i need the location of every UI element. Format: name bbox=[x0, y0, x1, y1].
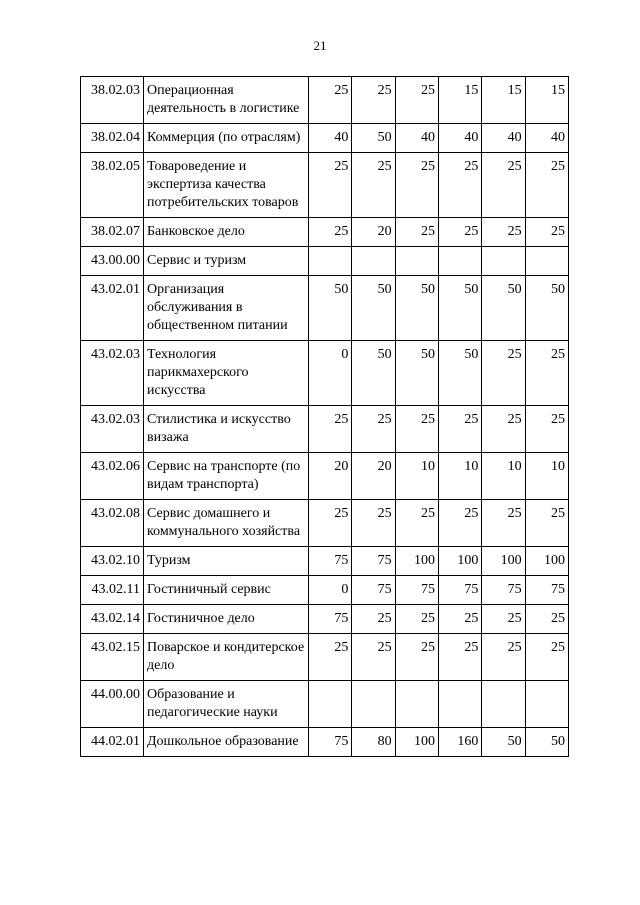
value-cell: 50 bbox=[352, 341, 395, 406]
specialty-name-cell: Образование и педагогические науки bbox=[144, 681, 309, 728]
value-cell: 50 bbox=[352, 124, 395, 153]
value-cell: 25 bbox=[482, 218, 525, 247]
value-cell: 20 bbox=[352, 453, 395, 500]
value-cell: 10 bbox=[525, 453, 568, 500]
specialty-code-cell: 43.02.14 bbox=[81, 605, 144, 634]
value-cell: 40 bbox=[438, 124, 481, 153]
value-cell bbox=[395, 681, 438, 728]
value-cell: 75 bbox=[438, 576, 481, 605]
value-cell: 15 bbox=[482, 77, 525, 124]
value-cell: 0 bbox=[309, 576, 352, 605]
specialty-code-cell: 43.02.10 bbox=[81, 547, 144, 576]
value-cell: 40 bbox=[395, 124, 438, 153]
value-cell bbox=[395, 247, 438, 276]
value-cell: 100 bbox=[525, 547, 568, 576]
value-cell bbox=[309, 247, 352, 276]
specialty-code-cell: 44.02.01 bbox=[81, 728, 144, 757]
value-cell: 75 bbox=[525, 576, 568, 605]
value-cell: 50 bbox=[482, 728, 525, 757]
value-cell: 25 bbox=[395, 605, 438, 634]
specialty-name-cell: Организация обслуживания в общественном питании bbox=[144, 276, 309, 341]
specialty-code-cell: 44.00.00 bbox=[81, 681, 144, 728]
specialty-name-cell: Операционная деятельность в логистике bbox=[144, 77, 309, 124]
value-cell: 25 bbox=[395, 406, 438, 453]
value-cell: 25 bbox=[352, 153, 395, 218]
value-cell: 75 bbox=[309, 605, 352, 634]
value-cell bbox=[438, 681, 481, 728]
value-cell: 50 bbox=[352, 276, 395, 341]
value-cell: 25 bbox=[309, 153, 352, 218]
value-cell: 75 bbox=[352, 576, 395, 605]
value-cell bbox=[352, 247, 395, 276]
value-cell: 50 bbox=[438, 276, 481, 341]
table-row bbox=[81, 341, 569, 406]
value-cell bbox=[482, 681, 525, 728]
table-row bbox=[81, 605, 569, 634]
table-row bbox=[81, 124, 569, 153]
value-cell: 20 bbox=[309, 453, 352, 500]
value-cell: 25 bbox=[352, 500, 395, 547]
table-row bbox=[81, 500, 569, 547]
value-cell: 10 bbox=[482, 453, 525, 500]
specialty-code-cell: 43.02.06 bbox=[81, 453, 144, 500]
value-cell: 25 bbox=[525, 341, 568, 406]
value-cell: 25 bbox=[482, 341, 525, 406]
value-cell: 50 bbox=[482, 276, 525, 341]
specialty-name-cell: Товароведение и экспертиза качества потребительских товаров bbox=[144, 153, 309, 218]
table-row bbox=[81, 77, 569, 124]
specialty-name-cell: Стилистика и искусство визажа bbox=[144, 406, 309, 453]
value-cell: 75 bbox=[309, 547, 352, 576]
specialty-code-cell: 38.02.04 bbox=[81, 124, 144, 153]
specialty-code-cell: 38.02.07 bbox=[81, 218, 144, 247]
value-cell: 25 bbox=[482, 605, 525, 634]
table-row bbox=[81, 247, 569, 276]
value-cell: 25 bbox=[438, 500, 481, 547]
specialties-table bbox=[80, 76, 569, 757]
value-cell: 25 bbox=[482, 500, 525, 547]
specialty-code-cell: 43.02.08 bbox=[81, 500, 144, 547]
value-cell: 25 bbox=[525, 500, 568, 547]
value-cell: 40 bbox=[482, 124, 525, 153]
value-cell: 25 bbox=[352, 406, 395, 453]
specialty-code-cell: 43.02.11 bbox=[81, 576, 144, 605]
value-cell: 10 bbox=[395, 453, 438, 500]
value-cell: 25 bbox=[482, 406, 525, 453]
table-body bbox=[81, 77, 569, 757]
specialty-name-cell: Коммерция (по отраслям) bbox=[144, 124, 309, 153]
value-cell bbox=[309, 681, 352, 728]
table-row bbox=[81, 576, 569, 605]
value-cell: 100 bbox=[482, 547, 525, 576]
value-cell: 20 bbox=[352, 218, 395, 247]
specialty-code-cell: 43.02.01 bbox=[81, 276, 144, 341]
value-cell: 15 bbox=[438, 77, 481, 124]
value-cell: 25 bbox=[438, 605, 481, 634]
value-cell: 25 bbox=[309, 218, 352, 247]
value-cell: 100 bbox=[395, 547, 438, 576]
value-cell: 25 bbox=[352, 605, 395, 634]
specialty-name-cell: Туризм bbox=[144, 547, 309, 576]
specialty-code-cell: 43.00.00 bbox=[81, 247, 144, 276]
value-cell bbox=[438, 247, 481, 276]
value-cell: 100 bbox=[438, 547, 481, 576]
value-cell: 25 bbox=[482, 153, 525, 218]
specialty-code-cell: 43.02.03 bbox=[81, 341, 144, 406]
value-cell: 25 bbox=[395, 77, 438, 124]
specialty-code-cell: 38.02.03 bbox=[81, 77, 144, 124]
value-cell: 25 bbox=[309, 500, 352, 547]
value-cell: 25 bbox=[309, 77, 352, 124]
specialty-name-cell: Сервис домашнего и коммунального хозяйства bbox=[144, 500, 309, 547]
specialty-code-cell: 43.02.15 bbox=[81, 634, 144, 681]
value-cell: 75 bbox=[395, 576, 438, 605]
specialty-name-cell: Поварское и кондитерское дело bbox=[144, 634, 309, 681]
value-cell: 50 bbox=[525, 728, 568, 757]
value-cell: 25 bbox=[525, 634, 568, 681]
value-cell: 40 bbox=[309, 124, 352, 153]
value-cell: 75 bbox=[309, 728, 352, 757]
value-cell: 25 bbox=[395, 500, 438, 547]
value-cell: 25 bbox=[309, 634, 352, 681]
value-cell: 50 bbox=[525, 276, 568, 341]
value-cell: 25 bbox=[309, 406, 352, 453]
table-row bbox=[81, 406, 569, 453]
table-row bbox=[81, 547, 569, 576]
table-row bbox=[81, 728, 569, 757]
value-cell: 80 bbox=[352, 728, 395, 757]
page-number: 21 bbox=[313, 38, 327, 53]
value-cell: 100 bbox=[395, 728, 438, 757]
value-cell: 40 bbox=[525, 124, 568, 153]
value-cell: 50 bbox=[395, 341, 438, 406]
value-cell: 0 bbox=[309, 341, 352, 406]
value-cell: 50 bbox=[309, 276, 352, 341]
value-cell: 50 bbox=[438, 341, 481, 406]
value-cell: 25 bbox=[352, 634, 395, 681]
value-cell: 75 bbox=[352, 547, 395, 576]
value-cell bbox=[525, 247, 568, 276]
specialty-name-cell: Сервис на транспорте (по видам транспорта) bbox=[144, 453, 309, 500]
specialty-name-cell: Технология парикмахерского искусства bbox=[144, 341, 309, 406]
value-cell bbox=[525, 681, 568, 728]
value-cell: 25 bbox=[395, 218, 438, 247]
table-row bbox=[81, 276, 569, 341]
value-cell bbox=[352, 681, 395, 728]
value-cell: 25 bbox=[438, 218, 481, 247]
specialty-name-cell: Банковское дело bbox=[144, 218, 309, 247]
value-cell: 50 bbox=[395, 276, 438, 341]
specialty-name-cell: Сервис и туризм bbox=[144, 247, 309, 276]
table-row bbox=[81, 681, 569, 728]
specialty-code-cell: 38.02.05 bbox=[81, 153, 144, 218]
value-cell: 25 bbox=[482, 634, 525, 681]
value-cell: 25 bbox=[525, 218, 568, 247]
value-cell: 10 bbox=[438, 453, 481, 500]
value-cell: 25 bbox=[525, 605, 568, 634]
value-cell bbox=[482, 247, 525, 276]
table-row bbox=[81, 634, 569, 681]
value-cell: 25 bbox=[395, 634, 438, 681]
table-row bbox=[81, 153, 569, 218]
table-row bbox=[81, 453, 569, 500]
value-cell: 25 bbox=[525, 406, 568, 453]
value-cell: 75 bbox=[482, 576, 525, 605]
value-cell: 25 bbox=[438, 634, 481, 681]
value-cell: 25 bbox=[438, 153, 481, 218]
specialty-name-cell: Гостиничный сервис bbox=[144, 576, 309, 605]
table-row bbox=[81, 218, 569, 247]
value-cell: 160 bbox=[438, 728, 481, 757]
value-cell: 25 bbox=[438, 406, 481, 453]
value-cell: 25 bbox=[395, 153, 438, 218]
value-cell: 15 bbox=[525, 77, 568, 124]
specialty-name-cell: Гостиничное дело bbox=[144, 605, 309, 634]
specialty-code-cell: 43.02.03 bbox=[81, 406, 144, 453]
value-cell: 25 bbox=[352, 77, 395, 124]
specialty-name-cell: Дошкольное образование bbox=[144, 728, 309, 757]
value-cell: 25 bbox=[525, 153, 568, 218]
